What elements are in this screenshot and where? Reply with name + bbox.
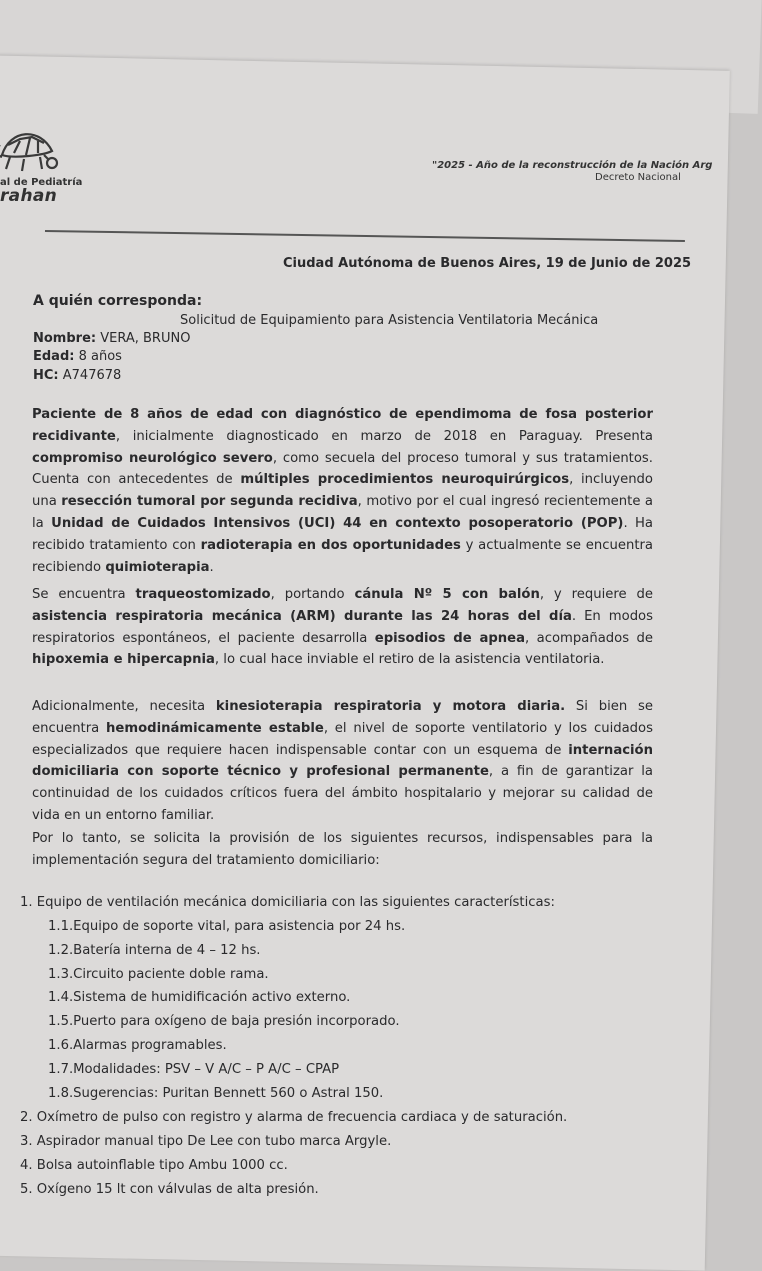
text-run: Unidad de Cuidados Intensivos (UCI) 44 en contexto posoperatorio (POP) <box>51 515 624 531</box>
text-run: cánula Nº 5 con balón <box>354 587 540 602</box>
subject-line: Solicitud de Equipamiento para Asistencia Ventilatoria Mecánica <box>180 313 599 328</box>
header-motto: "2025 - Año de la reconstrucción de la Nación Arg <box>432 160 713 171</box>
text-run: resección tumoral por segunda recidiva <box>61 494 358 510</box>
hospital-name: rahan <box>0 186 58 206</box>
list-item: 1.6.Alarmas programables. <box>48 1038 227 1053</box>
patient-hc <box>33 368 121 383</box>
text-run: asistencia respiratoria mecánica (ARM) durante las 24 horas del día <box>32 608 572 624</box>
list-item: 1.3.Circuito paciente doble rama. <box>48 967 269 982</box>
patient-age <box>33 349 122 364</box>
text-run: hemodinámicamente estable <box>106 720 324 736</box>
text-run: . En modos respiratorios espontáneos, el paciente desarrolla <box>32 608 653 646</box>
header-divider <box>45 230 685 242</box>
text-run: múltiples procedimientos neuroquirúrgicos <box>240 472 570 488</box>
text-run: , y requiere de <box>539 587 654 602</box>
list-item: 5. Oxígeno 15 lt con válvulas de alta presión. <box>20 1182 319 1197</box>
text-run: , motivo por el cual ingresó recientemente a la <box>32 494 653 531</box>
turtle-logo-icon <box>0 115 60 177</box>
patient-age-value: 8 años <box>78 349 122 364</box>
list-item: 1.2.Batería interna de 4 – 12 hs. <box>48 943 261 958</box>
list-item: 1.5.Puerto para oxígeno de baja presión incorporado. <box>48 1014 400 1029</box>
patient-age-label: Edad: <box>33 349 75 364</box>
patient-name <box>33 331 190 346</box>
list-item: 3. Aspirador manual tipo De Lee con tubo marca Argyle. <box>20 1134 392 1149</box>
text-run: Se encuentra <box>32 587 136 602</box>
list-item: 2. Oxímetro de pulso con registro y alarma de frecuencia cardiaca y de saturación. <box>20 1110 568 1125</box>
list-item: 1.7.Modalidades: PSV – V A/C – P A/C – CPAP <box>48 1062 340 1077</box>
paragraph-clinical-history <box>32 404 653 578</box>
list-item: 1.1.Equipo de soporte vital, para asistencia por 24 hs. <box>48 919 406 934</box>
paragraph-care-needs <box>32 696 653 827</box>
text-run: , lo cual hace inviable el retiro de la asistencia ventilatoria. <box>214 652 605 668</box>
patient-hc-value: A747678 <box>62 368 122 383</box>
patient-hc-label: HC: <box>33 368 59 383</box>
text-run: hipoxemia e hipercapnia <box>32 652 215 668</box>
text-run: radioterapia en dos oportunidades <box>200 537 461 553</box>
paragraph-request <box>32 828 653 872</box>
text-run: episodios de apnea <box>374 630 526 646</box>
text-run: , el nivel de soporte ventilatorio y los cuidados especializados que requiere hacen indispensable contar con un esquema de <box>32 720 653 758</box>
text-run: , a fin de garantizar la continuidad de los cuidados críticos fuera del ámbito hospitalario y mejorar su calidad de vida en un entorno familiar. <box>32 764 653 823</box>
text-run: kinesioterapia respiratoria y motora diaria. <box>215 699 566 714</box>
text-run: Por lo tanto, se solicita la provisión de los siguientes recursos, indispensables para la implementación segura del tratamiento domiciliario: <box>32 831 653 868</box>
list-item: 1. Equipo de ventilación mecánica domiciliaria con las siguientes características: <box>20 895 555 910</box>
text-run: Si bien se encuentra <box>32 699 653 736</box>
list-item: 1.4.Sistema de humidificación activo externo. <box>48 990 351 1005</box>
text-run: . Ha recibido tratamiento con <box>32 515 654 553</box>
text-run: y actualmente se encuentra recibiendo <box>32 537 653 575</box>
patient-name-label: Nombre: <box>33 331 97 346</box>
text-run: , acompañados de <box>525 630 653 646</box>
text-run: , como secuela del proceso tumoral y sus tratamientos. Cuenta con antecedentes de <box>32 450 653 488</box>
hospital-name-line1: al de Pediatría <box>0 177 83 188</box>
text-run: , incluyendo una <box>32 472 653 510</box>
text-run: Adicionalmente, necesita <box>32 699 216 714</box>
header-decree: Decreto Nacional <box>595 172 681 183</box>
text-run: , inicialmente diagnosticado en marzo de 2018 en Paraguay. Presenta <box>115 428 653 444</box>
text-run: traqueostomizado <box>135 587 271 602</box>
text-run: Paciente de 8 años de edad con diagnóstico de ependimoma de fosa posterior recidivante <box>32 407 653 444</box>
salutation: A quién corresponda: <box>33 293 203 309</box>
patient-name-value: VERA, BRUNO <box>100 331 191 346</box>
text-run: compromiso neurológico severo <box>32 450 273 466</box>
list-item: 1.8.Sugerencias: Puritan Bennett 560 o Astral 150. <box>48 1086 384 1101</box>
date-line: Ciudad Autónoma de Buenos Aires, 19 de Junio de 2025 <box>283 256 692 271</box>
list-item: 4. Bolsa autoinflable tipo Ambu 1000 cc. <box>20 1158 288 1173</box>
paragraph-respiratory-status <box>32 584 653 671</box>
text-run: , portando <box>270 587 355 602</box>
text-run: internación domiciliaria con soporte técnico y profesional permanente <box>32 742 653 780</box>
text-run: . <box>209 559 214 575</box>
text-run: quimioterapia <box>105 559 210 575</box>
